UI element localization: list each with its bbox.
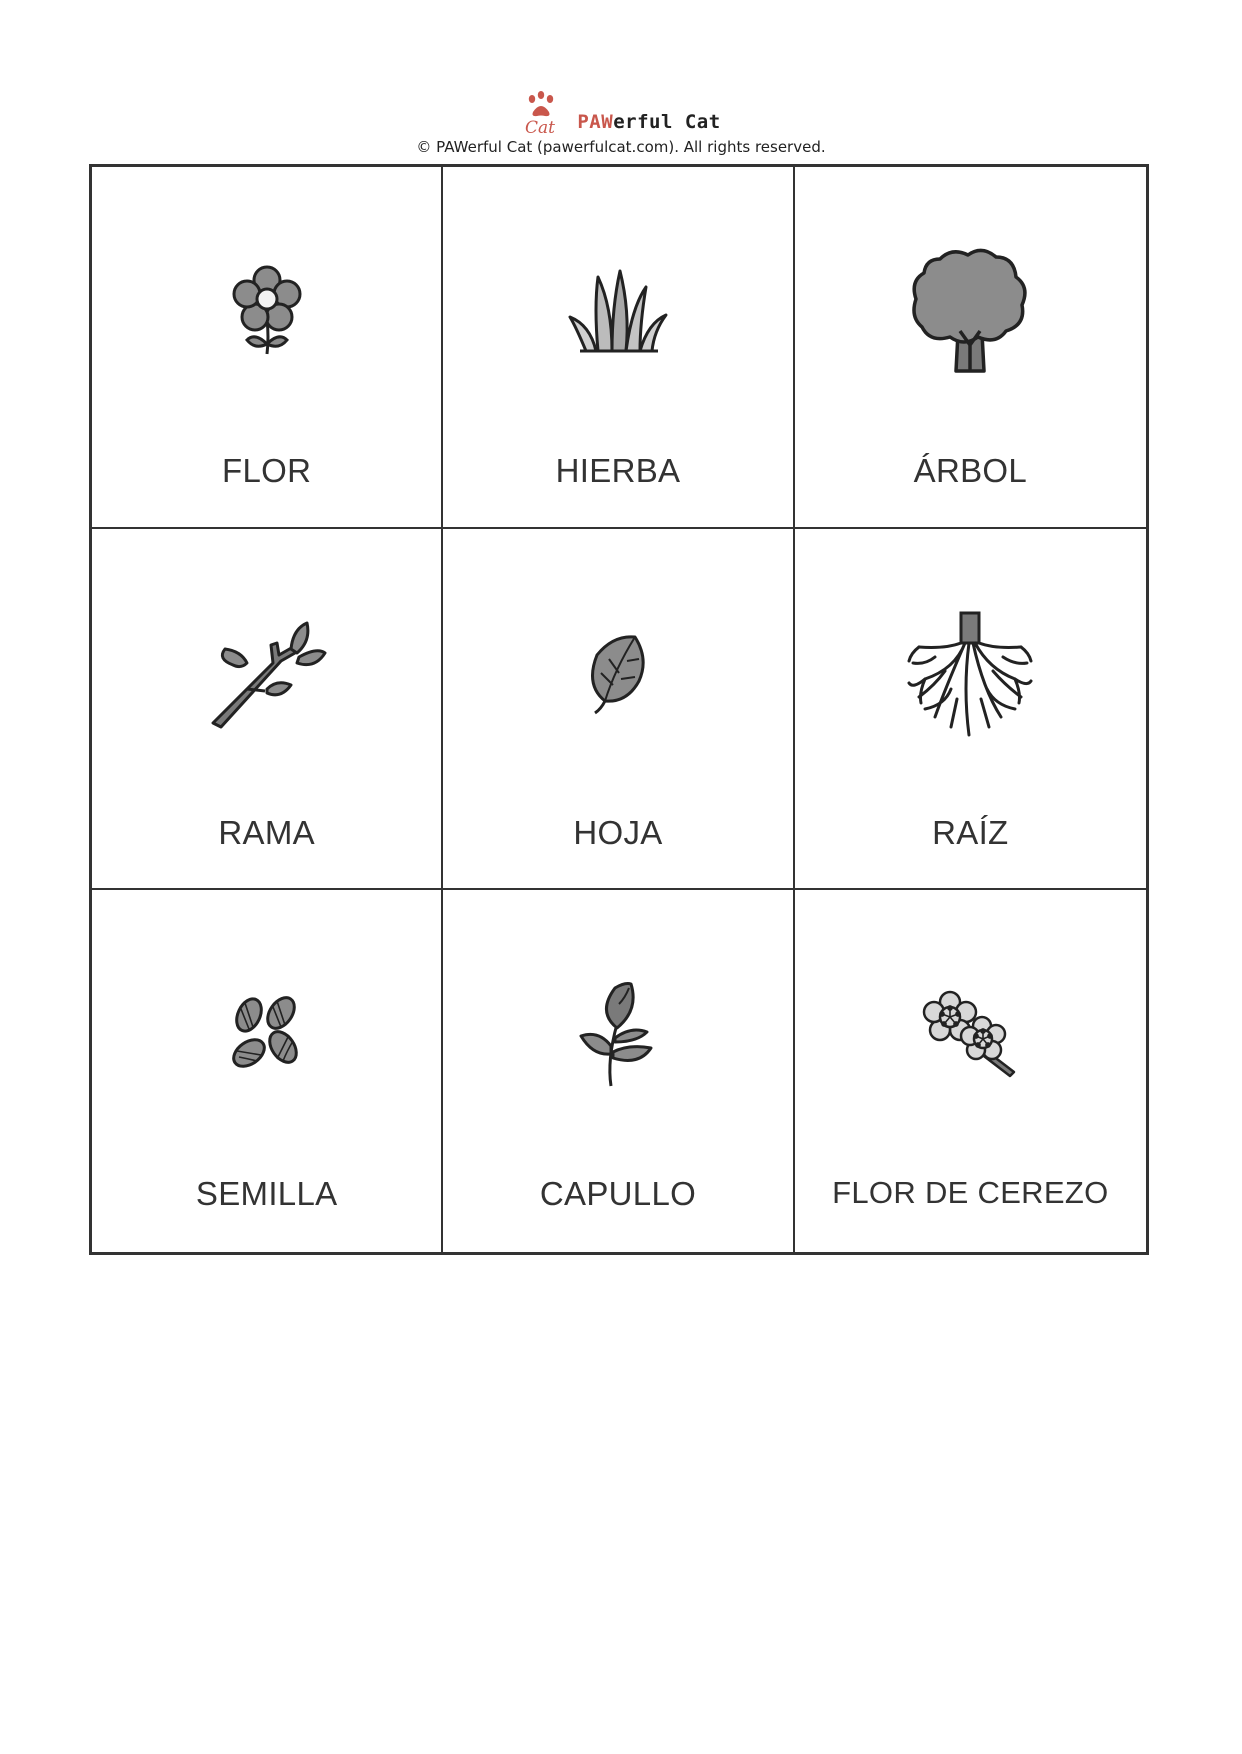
card-capullo: [443, 890, 794, 1252]
bud-icon: [543, 960, 693, 1110]
card-label: FLOR: [222, 452, 312, 489]
card-label: RAÍZ: [932, 813, 1009, 851]
brand-name: [577, 110, 720, 136]
card-hierba: [443, 167, 794, 529]
card-semilla: [92, 890, 443, 1252]
leaf-icon: [543, 599, 693, 749]
cherry-blossom-icon: [895, 960, 1045, 1110]
paw-logo-icon: [521, 90, 569, 136]
card-raiz: [795, 529, 1146, 891]
card-label: FLOR DE CEREZO: [832, 1175, 1109, 1211]
card-label: HOJA: [573, 813, 663, 851]
brand-accent: PAW: [577, 111, 614, 133]
page-header: [0, 84, 1242, 156]
brand-logo: [0, 84, 1242, 136]
card-flor-de-cerezo: [795, 890, 1146, 1252]
card-label: ÁRBOL: [913, 452, 1028, 489]
svg-text:Cat: Cat: [525, 118, 556, 136]
card-flor: [92, 167, 443, 529]
card-hoja: [443, 529, 794, 891]
seeds-icon: [192, 960, 342, 1110]
flower-icon: [192, 237, 342, 387]
card-label: SEMILLA: [195, 1175, 338, 1213]
card-label: RAMA: [218, 813, 315, 851]
copyright-text: © PAWerful Cat (pawerfulcat.com). All rights reserved.: [416, 138, 826, 156]
grass-icon: [543, 237, 693, 387]
card-arbol: [795, 167, 1146, 529]
card-label: CAPULLO: [539, 1175, 697, 1213]
flashcard-grid: [89, 164, 1149, 1255]
root-icon: [895, 599, 1045, 749]
tree-icon: [895, 237, 1045, 387]
branch-icon: [192, 599, 342, 749]
card-label: HIERBA: [555, 452, 681, 489]
card-rama: [92, 529, 443, 891]
brand-rest: erful Cat: [613, 111, 721, 133]
